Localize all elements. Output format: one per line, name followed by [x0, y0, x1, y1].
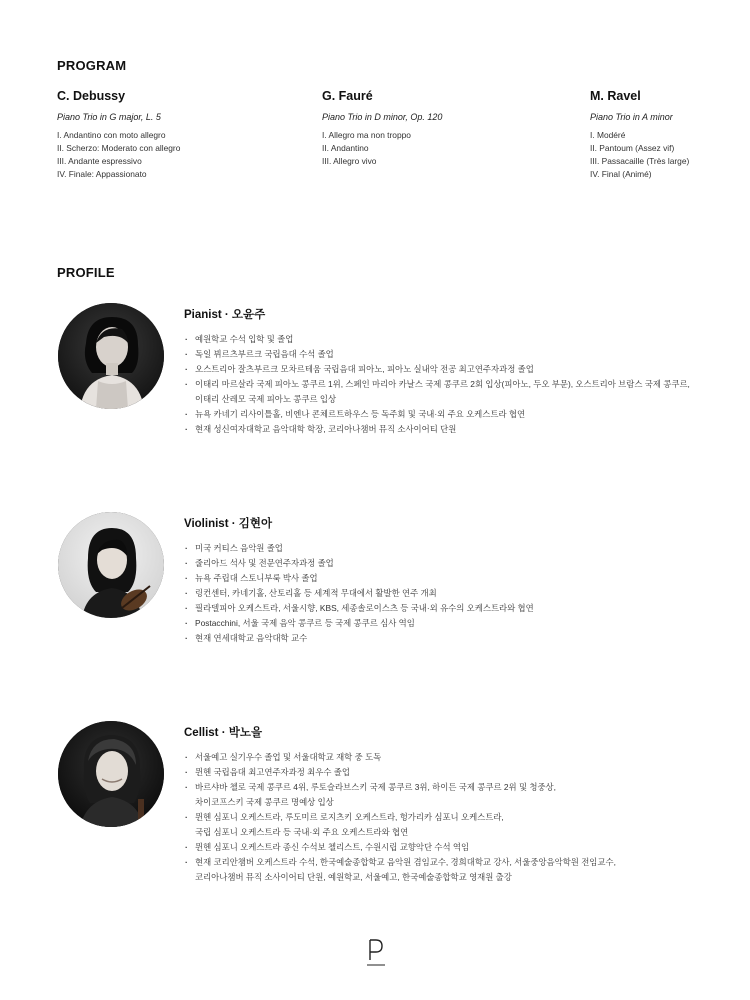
venue-logo-icon: [366, 938, 386, 968]
bio-item: · 뮌헨 심포니 오케스트라 종신 수석보 첼리스트, 수원시립 교향악단 수석 역임: [184, 840, 724, 855]
violinist-photo: [58, 512, 164, 618]
artist-name: Violinist · 김현아: [184, 518, 273, 530]
work-title: Piano Trio in A minor: [590, 112, 673, 122]
violinist-profile: [184, 515, 724, 646]
movement-item: II. Scherzo: Moderato con allegro: [57, 143, 181, 153]
movement-item: I. Modéré: [590, 130, 626, 140]
bio-list: [184, 332, 724, 437]
bio-item: · 현재 성신여자대학교 음악대학 학장, 코리아나챔버 뮤직 소사이어티 단원: [184, 422, 724, 437]
movement-list: [590, 129, 740, 181]
pianist-profile: [184, 306, 724, 437]
bio-item: · 뮌헨 국립음대 최고연주자과정 최우수 졸업: [184, 765, 724, 780]
bio-item: · 서울예고 실기우수 졸업 및 서울대학교 재학 중 도독: [184, 750, 724, 765]
movement-list: [57, 129, 277, 181]
bio-item: · 바르샤바 첼로 국제 콩쿠르 4위, 루토슬라브스키 국제 콩쿠르 3위, 하이든 국제 콩쿠르 2위 및 청중상, 차이코프스키 국제 콩쿠르 명예상 입상: [184, 780, 724, 810]
bio-item: · Postacchini, 서울 국제 음악 콩쿠르 등 국제 콩쿠르 심사 역임: [184, 616, 724, 631]
cellist-photo: [58, 721, 164, 827]
composer-name: M. Ravel: [590, 89, 641, 103]
bio-item: · 현재 코리안챔버 오케스트라 수석, 한국예술종합학교 음악원 겸임교수, 경희대학교 강사, 서울중앙음악학원 전임교수, 코리아나챔버 뮤직 소사이어티 단원, 예원학교, 서울예고, 한국예술종합학교 영재원 출강: [184, 855, 724, 885]
bio-item: · 뉴욕 주립대 스토니부룩 박사 졸업: [184, 571, 724, 586]
program-piece-faure: [322, 89, 542, 168]
bio-item: · 뉴욕 카네기 리사이틀홀, 비엔나 콘체르트하우스 등 독주회 및 국내·외 주요 오케스트라 협연: [184, 407, 724, 422]
composer-name: G. Fauré: [322, 89, 373, 103]
bio-list: [184, 750, 724, 885]
cellist-profile: [184, 724, 724, 885]
artist-name: Pianist · 오윤주: [184, 309, 266, 321]
profile-heading: PROFILE: [57, 265, 115, 280]
pianist-photo: [58, 303, 164, 409]
bio-item: · 예원학교 수석 입학 및 졸업: [184, 332, 724, 347]
bio-item: · 현재 연세대학교 음악대학 교수: [184, 631, 724, 646]
movement-item: II. Andantino: [322, 143, 369, 153]
bio-item: · 독일 뷔르츠부르크 국립음대 수석 졸업: [184, 347, 724, 362]
movement-list: [322, 129, 542, 168]
program-heading: PROGRAM: [57, 58, 127, 73]
movement-item: IV. Finale: Appassionato: [57, 169, 147, 179]
work-title: Piano Trio in D minor, Op. 120: [322, 112, 443, 122]
program-piece-debussy: [57, 89, 277, 181]
movement-item: I. Andantino con moto allegro: [57, 130, 166, 140]
movement-item: II. Pantoum (Assez vif): [590, 143, 675, 153]
work-title: Piano Trio in G major, L. 5: [57, 112, 161, 122]
bio-item: · 링컨센터, 카네기홀, 산토리홀 등 세계적 무대에서 활발한 연주 개최: [184, 586, 724, 601]
program-piece-ravel: [590, 89, 740, 181]
bio-item: · 필라델피아 오케스트라, 서울시향, KBS, 세종솔로이스츠 등 국내·외 유수의 오케스트라와 협연: [184, 601, 724, 616]
bio-item: · 줄리아드 석사 및 전문연주자과정 졸업: [184, 556, 724, 571]
composer-name: C. Debussy: [57, 89, 126, 103]
movement-item: III. Allegro vivo: [322, 156, 377, 166]
bio-item: · 이태리 마르살라 국제 피아노 콩쿠르 1위, 스페인 마리아 카날스 국제 콩쿠르 2회 입상(피아노, 두오 부문), 오스트리아 브람스 국제 콩쿠르, 이태리 산레모 국제 피아노 콩쿠르 입상: [184, 377, 724, 407]
bio-item: · 오스트리아 잘츠부르크 모차르테움 국립음대 피아노, 피아노 실내악 전공 최고연주자과정 졸업: [184, 362, 724, 377]
bio-item: · 미국 커티스 음악원 졸업: [184, 541, 724, 556]
movement-item: I. Allegro ma non troppo: [322, 130, 411, 140]
bio-list: [184, 541, 724, 646]
movement-item: III. Andante espressivo: [57, 156, 142, 166]
movement-item: III. Passacaille (Très large): [590, 156, 690, 166]
bio-item: · 뮌헨 심포니 오케스트라, 루도미르 로지츠키 오케스트라, 헝가리카 심포니 오케스트라, 국립 심포니 오케스트라 등 국내·외 주요 오케스트라와 협연: [184, 810, 724, 840]
movement-item: IV. Final (Animé): [590, 169, 652, 179]
artist-name: Cellist · 박노을: [184, 727, 263, 739]
